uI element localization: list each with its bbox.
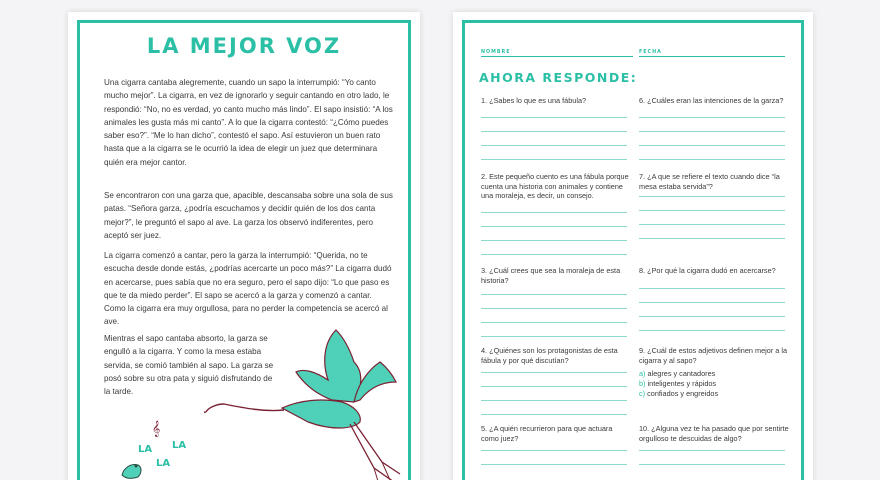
answer-line[interactable] bbox=[481, 450, 627, 451]
answer-line[interactable] bbox=[639, 210, 785, 211]
answer-line[interactable] bbox=[639, 464, 785, 465]
section-title: AHORA RESPONDE: bbox=[479, 70, 638, 85]
answer-line[interactable] bbox=[639, 224, 785, 225]
question-7: 7. ¿A que se refiere el texto cuando dice “la mesa estaba servida”? bbox=[639, 172, 780, 191]
la-text-3: LA bbox=[156, 458, 171, 469]
question-9-options bbox=[639, 369, 789, 399]
frog-illustration bbox=[118, 457, 144, 480]
story-paragraph-3: La cigarra comenzó a cantar, pero la garza la interrumpió: “Querida, no te escucha desde donde estás, ¿podrías acercarte un poco más?” La cigarra dudó en acercarse, pues sabía que no era seguro, pero el sapo dijo: “Lo que paso es que te da miedo perder”. El sapo se acercó a la garza y comenzó a cantar. Como la cigarra era muy orgullosa, para no perder la competencia se acercó al ave. bbox=[104, 251, 392, 327]
question-9 bbox=[639, 346, 789, 399]
story-paragraph-4: Mientras el sapo cantaba absorto, la garza se engulló a la cigarra. Y como la mesa estaba servida, se comió también al sapo. La garza se posó sobre su otra pata y siguió disfrutando de la tarde. bbox=[104, 334, 274, 397]
page-border bbox=[462, 20, 804, 480]
question-10: 10. ¿Alguna vez te ha pasado que por sentirte orgulloso te descuidas de algo? bbox=[639, 424, 789, 443]
question-4: 4. ¿Quiénes son los protagonistas de esta fábula y por qué discutían? bbox=[481, 346, 618, 365]
question-3: 3. ¿Cuál crees que sea la moraleja de esta historia? bbox=[481, 266, 621, 285]
story-paragraph-1: Una cigarra cantaba alegremente, cuando un sapo la interrumpió: “Yo canto mucho mejor”. La cigarra, en vez de ignorarlo y seguir cantando en otro lado, le respondió: “No, no es verdad, yo canto mucho más lindo”. El sapo insistió: “A los animales les gusta más mi canto”. A lo que la cigarra contestó: “¿Cómo puedes saber eso?”. “Me lo han dicho”, contestó el sapo. Así estuvieron un buen rato hasta que a la cigarra se le ocurrió la idea de elegir un juez que determinara quién era mejor cantor. bbox=[104, 78, 393, 167]
answer-line[interactable] bbox=[481, 372, 627, 373]
la-text-2: LA bbox=[172, 440, 187, 451]
answer-line[interactable] bbox=[481, 294, 627, 295]
worksheet-page bbox=[453, 12, 813, 480]
answer-line[interactable] bbox=[481, 336, 627, 337]
question-2: 2. Este pequeño cuento es una fábula porque cuenta una historia con animales y contiene una moraleja, es decir, un consejo. bbox=[481, 172, 629, 201]
answer-line[interactable] bbox=[639, 145, 785, 146]
answer-line[interactable] bbox=[481, 117, 627, 118]
question-6: 6. ¿Cuáles eran las intenciones de la garza? bbox=[639, 96, 784, 105]
name-label: NOMBRE bbox=[481, 50, 511, 55]
answer-line[interactable] bbox=[481, 254, 627, 255]
option-a-key: a) bbox=[639, 369, 646, 379]
question-5: 5. ¿A quién recurrieron para que actuara como juez? bbox=[481, 424, 613, 443]
name-field[interactable] bbox=[481, 56, 633, 57]
option-c-label: confiados y engreidos bbox=[647, 389, 719, 399]
story-paragraph-2: Se encontraron con una garza que, apacible, descansaba sobre una sola de sus patas. “Señora garza, ¿podría escuchamos y decidir quién de los dos canta mejor?”, le preguntó el sapo al ave. La garza los observó indiferentes, pero aceptó ser juez. bbox=[104, 191, 393, 240]
answer-line[interactable] bbox=[639, 131, 785, 132]
answer-line[interactable] bbox=[481, 414, 627, 415]
answer-line[interactable] bbox=[481, 400, 627, 401]
option-b[interactable] bbox=[639, 379, 789, 389]
answer-line[interactable] bbox=[481, 145, 627, 146]
answer-line[interactable] bbox=[639, 450, 785, 451]
story-page bbox=[68, 12, 420, 480]
answer-line[interactable] bbox=[639, 196, 785, 197]
answer-line[interactable] bbox=[639, 316, 785, 317]
answer-line[interactable] bbox=[481, 308, 627, 309]
question-8: 8. ¿Por qué la cigarra dudó en acercarse? bbox=[639, 266, 776, 275]
option-a-label: alegres y cantadores bbox=[647, 369, 716, 379]
answer-line[interactable] bbox=[481, 240, 627, 241]
option-c[interactable] bbox=[639, 389, 789, 399]
answer-line[interactable] bbox=[481, 464, 627, 465]
la-text-1: LA bbox=[138, 444, 153, 455]
crane-illustration bbox=[204, 322, 404, 480]
option-c-key: c) bbox=[639, 389, 646, 399]
question-9-text: 9. ¿Cuál de estos adjetivos definen mejor a la cigarra y al sapo? bbox=[639, 346, 788, 365]
answer-line[interactable] bbox=[639, 238, 785, 239]
answer-line[interactable] bbox=[639, 302, 785, 303]
answer-line[interactable] bbox=[639, 117, 785, 118]
date-field[interactable] bbox=[639, 56, 785, 57]
answer-line[interactable] bbox=[481, 212, 627, 213]
answer-line[interactable] bbox=[481, 131, 627, 132]
music-note-icon: 𝄞 bbox=[152, 420, 161, 436]
option-b-label: inteligentes y rápidos bbox=[647, 379, 717, 389]
answer-line[interactable] bbox=[639, 159, 785, 160]
date-label: FECHA bbox=[639, 50, 662, 55]
answer-line[interactable] bbox=[481, 322, 627, 323]
story-title: LA MEJOR VOZ bbox=[146, 34, 342, 58]
answer-line[interactable] bbox=[639, 288, 785, 289]
option-b-key: b) bbox=[639, 379, 646, 389]
question-1: 1. ¿Sabes lo que es una fábula? bbox=[481, 96, 587, 105]
option-a[interactable] bbox=[639, 369, 789, 379]
answer-line[interactable] bbox=[481, 159, 627, 160]
answer-line[interactable] bbox=[481, 386, 627, 387]
answer-line[interactable] bbox=[639, 330, 785, 331]
answer-line[interactable] bbox=[481, 226, 627, 227]
